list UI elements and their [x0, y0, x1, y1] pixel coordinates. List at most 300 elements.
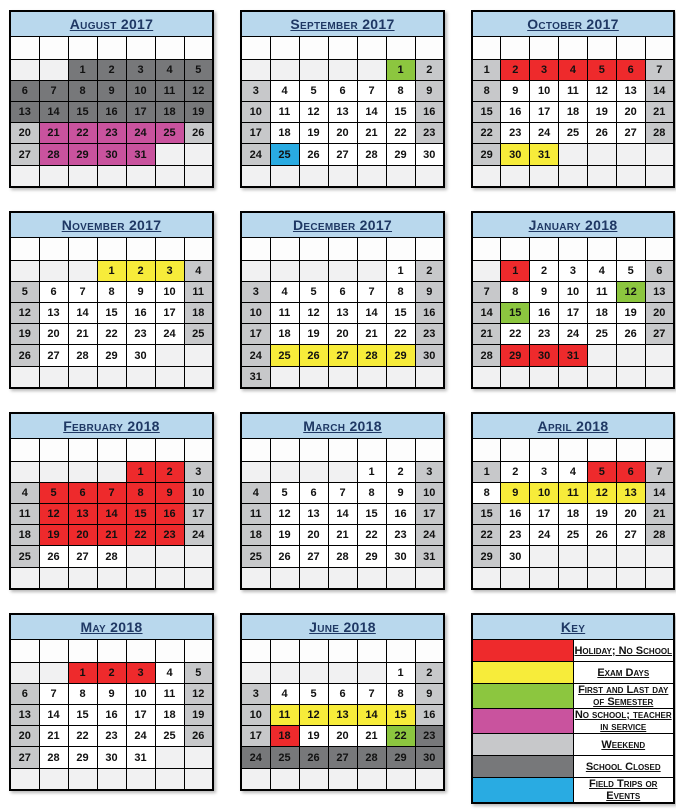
date-cell: 16 — [501, 504, 530, 525]
date-cell: 8 — [97, 281, 126, 302]
date-cell: 9 — [415, 80, 444, 101]
date-cell: 12 — [10, 303, 39, 324]
day-header-cell — [645, 238, 674, 260]
calendar-june-2018 — [240, 613, 445, 791]
calendar-may-2018 — [9, 613, 214, 791]
date-cell: 11 — [270, 705, 299, 726]
empty-cell — [559, 366, 588, 388]
empty-cell — [270, 366, 299, 388]
empty-cell — [184, 366, 213, 388]
day-header-cell — [126, 640, 155, 662]
empty-cell — [328, 366, 357, 388]
date-cell: 20 — [10, 726, 39, 747]
empty-cell — [39, 567, 68, 589]
week-row — [472, 461, 674, 482]
date-cell: 6 — [328, 683, 357, 704]
date-cell: 12 — [587, 482, 616, 503]
date-cell: 23 — [501, 123, 530, 144]
date-cell: 17 — [184, 504, 213, 525]
month-title: December 2017 — [241, 212, 444, 238]
date-cell: 30 — [501, 144, 530, 165]
date-cell: 8 — [472, 80, 501, 101]
date-cell: 12 — [184, 683, 213, 704]
week-row — [10, 683, 213, 704]
empty-cell — [386, 567, 415, 589]
date-cell: 4 — [184, 260, 213, 281]
day-header-cell — [501, 37, 530, 59]
month-title: November 2017 — [10, 212, 213, 238]
date-cell: 27 — [328, 345, 357, 366]
day-header-cell — [616, 37, 645, 59]
empty-cell — [587, 366, 616, 388]
date-cell: 6 — [68, 482, 97, 503]
date-cell: 13 — [328, 303, 357, 324]
date-cell: 1 — [386, 59, 415, 80]
empty-cell — [155, 345, 184, 366]
date-cell: 4 — [270, 683, 299, 704]
date-cell: 9 — [501, 80, 530, 101]
date-cell: 5 — [299, 80, 328, 101]
empty-cell — [10, 260, 39, 281]
date-cell: 23 — [155, 525, 184, 546]
date-cell: 18 — [559, 102, 588, 123]
empty-cell — [357, 366, 386, 388]
day-header-cell — [530, 439, 559, 461]
day-header-cell — [386, 640, 415, 662]
date-cell: 5 — [616, 260, 645, 281]
day-header-cell — [155, 238, 184, 260]
key-label: First and Last day of Semester — [573, 684, 674, 709]
week-row — [241, 59, 444, 80]
date-cell: 7 — [39, 683, 68, 704]
date-cell: 28 — [39, 747, 68, 768]
week-row — [10, 662, 213, 683]
day-header-cell — [241, 238, 270, 260]
week-row — [472, 525, 674, 546]
calendar-january-2018 — [471, 211, 675, 389]
empty-cell — [559, 165, 588, 187]
key-swatch-g — [472, 684, 573, 709]
day-header-cell — [126, 238, 155, 260]
day-header-cell — [241, 37, 270, 59]
date-cell: 21 — [39, 726, 68, 747]
date-cell: 1 — [68, 59, 97, 80]
date-cell: 22 — [472, 123, 501, 144]
date-cell: 13 — [68, 504, 97, 525]
date-cell: 28 — [357, 747, 386, 768]
date-cell: 2 — [126, 260, 155, 281]
date-cell: 20 — [68, 525, 97, 546]
empty-cell — [616, 546, 645, 567]
date-cell: 22 — [357, 525, 386, 546]
day-header-cell — [415, 37, 444, 59]
empty-cell — [126, 768, 155, 790]
week-row — [472, 59, 674, 80]
day-header-cell — [184, 439, 213, 461]
empty-cell — [10, 768, 39, 790]
date-cell: 27 — [39, 345, 68, 366]
week-row — [10, 102, 213, 123]
empty-cell — [155, 747, 184, 768]
empty-cell — [155, 144, 184, 165]
date-cell: 8 — [472, 482, 501, 503]
date-cell: 31 — [126, 747, 155, 768]
month-title: June 2018 — [241, 614, 444, 640]
week-row — [241, 123, 444, 144]
date-cell: 29 — [472, 144, 501, 165]
empty-cell — [645, 165, 674, 187]
week-row — [241, 747, 444, 768]
empty-cell — [386, 768, 415, 790]
calendar-september-2017 — [240, 10, 445, 188]
day-header-cell — [126, 439, 155, 461]
week-row — [241, 726, 444, 747]
date-cell: 28 — [97, 546, 126, 567]
date-cell: 17 — [126, 102, 155, 123]
empty-cell — [155, 567, 184, 589]
month-title: January 2018 — [472, 212, 674, 238]
empty-cell — [10, 165, 39, 187]
date-cell: 5 — [10, 281, 39, 302]
empty-cell — [39, 662, 68, 683]
date-cell: 6 — [616, 461, 645, 482]
empty-cell — [530, 366, 559, 388]
date-cell: 29 — [472, 546, 501, 567]
day-header-cell — [472, 439, 501, 461]
empty-cell — [587, 165, 616, 187]
day-header-cell — [530, 238, 559, 260]
week-row — [472, 260, 674, 281]
date-cell: 24 — [530, 525, 559, 546]
week-row — [10, 504, 213, 525]
date-cell: 18 — [241, 525, 270, 546]
week-row — [472, 324, 674, 345]
key-swatch-f — [472, 778, 573, 804]
day-header-cell — [39, 640, 68, 662]
empty-cell — [299, 768, 328, 790]
empty-cell — [68, 366, 97, 388]
key-title: Key — [472, 614, 674, 640]
date-cell: 26 — [39, 546, 68, 567]
date-cell: 22 — [386, 324, 415, 345]
day-header-row — [241, 640, 444, 662]
week-row — [10, 345, 213, 366]
empty-cell — [386, 165, 415, 187]
date-cell: 21 — [357, 123, 386, 144]
date-cell: 7 — [68, 281, 97, 302]
empty-cell — [559, 144, 588, 165]
empty-cell — [299, 567, 328, 589]
date-cell: 1 — [126, 461, 155, 482]
date-cell: 12 — [587, 80, 616, 101]
key-table — [471, 613, 675, 804]
empty-cell — [68, 260, 97, 281]
empty-cell — [97, 768, 126, 790]
empty-cell — [587, 567, 616, 589]
day-header-cell — [270, 37, 299, 59]
week-row — [10, 726, 213, 747]
day-header-cell — [97, 640, 126, 662]
empty-cell — [415, 567, 444, 589]
date-cell: 3 — [126, 662, 155, 683]
date-cell: 18 — [10, 525, 39, 546]
date-cell: 1 — [386, 662, 415, 683]
empty-cell — [241, 59, 270, 80]
empty-cell — [68, 768, 97, 790]
empty-cell — [328, 567, 357, 589]
date-cell: 9 — [97, 80, 126, 101]
date-cell: 26 — [299, 747, 328, 768]
date-cell: 22 — [126, 525, 155, 546]
day-header-cell — [39, 37, 68, 59]
week-row — [241, 705, 444, 726]
empty-cell — [10, 59, 39, 80]
empty-cell — [616, 144, 645, 165]
date-cell: 5 — [299, 281, 328, 302]
week-row — [10, 705, 213, 726]
week-row — [241, 260, 444, 281]
month-title: September 2017 — [241, 11, 444, 37]
day-header-cell — [10, 640, 39, 662]
date-cell: 1 — [472, 59, 501, 80]
empty-cell — [530, 546, 559, 567]
week-row — [241, 683, 444, 704]
date-cell: 27 — [10, 144, 39, 165]
day-header-cell — [299, 37, 328, 59]
day-header-cell — [155, 439, 184, 461]
date-cell: 9 — [530, 281, 559, 302]
date-cell: 17 — [155, 303, 184, 324]
date-cell: 13 — [328, 102, 357, 123]
date-cell: 3 — [530, 461, 559, 482]
week-row — [10, 80, 213, 101]
date-cell: 7 — [472, 281, 501, 302]
empty-cell — [328, 461, 357, 482]
date-cell: 1 — [386, 260, 415, 281]
date-cell: 12 — [39, 504, 68, 525]
date-cell: 28 — [68, 345, 97, 366]
week-row — [10, 324, 213, 345]
date-cell: 25 — [155, 726, 184, 747]
week-row — [10, 482, 213, 503]
empty-cell — [68, 567, 97, 589]
week-row — [10, 461, 213, 482]
date-cell: 31 — [559, 345, 588, 366]
date-cell: 20 — [39, 324, 68, 345]
date-cell: 23 — [97, 726, 126, 747]
empty-cell — [270, 662, 299, 683]
date-cell: 26 — [10, 345, 39, 366]
day-header-cell — [530, 37, 559, 59]
date-cell: 19 — [299, 726, 328, 747]
date-cell: 23 — [415, 123, 444, 144]
date-cell: 17 — [241, 123, 270, 144]
day-header-row — [241, 238, 444, 260]
week-row — [472, 144, 674, 165]
empty-cell — [299, 59, 328, 80]
date-cell: 15 — [386, 705, 415, 726]
date-cell: 14 — [39, 705, 68, 726]
date-cell: 10 — [241, 303, 270, 324]
date-cell: 12 — [616, 281, 645, 302]
week-row — [10, 59, 213, 80]
empty-cell — [126, 546, 155, 567]
empty-cell — [270, 260, 299, 281]
date-cell: 22 — [68, 123, 97, 144]
empty-cell — [645, 345, 674, 366]
date-cell: 15 — [357, 504, 386, 525]
date-cell: 10 — [126, 683, 155, 704]
date-cell: 12 — [299, 303, 328, 324]
date-cell: 28 — [645, 525, 674, 546]
date-cell: 24 — [241, 144, 270, 165]
key-swatch-h — [472, 640, 573, 662]
week-row — [241, 768, 444, 790]
date-cell: 22 — [472, 525, 501, 546]
date-cell: 20 — [328, 123, 357, 144]
date-cell: 3 — [559, 260, 588, 281]
date-cell: 13 — [616, 482, 645, 503]
date-cell: 29 — [357, 546, 386, 567]
empty-cell — [386, 366, 415, 388]
day-header-cell — [415, 238, 444, 260]
day-header-cell — [645, 439, 674, 461]
date-cell: 21 — [328, 525, 357, 546]
empty-cell — [501, 567, 530, 589]
date-cell: 21 — [39, 123, 68, 144]
day-header-cell — [559, 37, 588, 59]
date-cell: 14 — [328, 504, 357, 525]
date-cell: 1 — [68, 662, 97, 683]
day-header-cell — [184, 640, 213, 662]
date-cell: 17 — [559, 303, 588, 324]
date-cell: 24 — [241, 345, 270, 366]
date-cell: 25 — [10, 546, 39, 567]
date-cell: 30 — [415, 144, 444, 165]
date-cell: 15 — [472, 504, 501, 525]
date-cell: 10 — [155, 281, 184, 302]
day-header-cell — [415, 640, 444, 662]
date-cell: 24 — [241, 747, 270, 768]
empty-cell — [39, 366, 68, 388]
empty-cell — [530, 567, 559, 589]
date-cell: 6 — [645, 260, 674, 281]
date-cell: 14 — [645, 80, 674, 101]
empty-cell — [645, 546, 674, 567]
key-row — [472, 756, 674, 778]
calendar-november-2017 — [9, 211, 214, 389]
day-header-cell — [299, 439, 328, 461]
week-row — [10, 366, 213, 388]
date-cell: 24 — [126, 726, 155, 747]
week-row — [472, 546, 674, 567]
week-row — [10, 546, 213, 567]
date-cell: 8 — [68, 683, 97, 704]
empty-cell — [357, 662, 386, 683]
empty-cell — [155, 165, 184, 187]
key-label: Holiday; No School — [573, 640, 674, 662]
empty-cell — [645, 144, 674, 165]
date-cell: 15 — [501, 303, 530, 324]
day-header-cell — [241, 439, 270, 461]
date-cell: 16 — [97, 102, 126, 123]
empty-cell — [270, 165, 299, 187]
day-header-cell — [39, 439, 68, 461]
date-cell: 25 — [155, 123, 184, 144]
empty-cell — [328, 165, 357, 187]
date-cell: 31 — [415, 546, 444, 567]
date-cell: 27 — [299, 546, 328, 567]
empty-cell — [270, 768, 299, 790]
day-header-cell — [472, 238, 501, 260]
month-title: May 2018 — [10, 614, 213, 640]
date-cell: 21 — [357, 324, 386, 345]
date-cell: 14 — [97, 504, 126, 525]
day-header-cell — [328, 439, 357, 461]
day-header-cell — [68, 37, 97, 59]
date-cell: 9 — [415, 683, 444, 704]
key-label: Weekend — [573, 734, 674, 756]
empty-cell — [415, 165, 444, 187]
empty-cell — [472, 567, 501, 589]
date-cell: 25 — [184, 324, 213, 345]
date-cell: 26 — [270, 546, 299, 567]
day-header-cell — [501, 238, 530, 260]
date-cell: 15 — [126, 504, 155, 525]
date-cell: 21 — [472, 324, 501, 345]
date-cell: 3 — [241, 80, 270, 101]
day-header-cell — [68, 238, 97, 260]
date-cell: 28 — [328, 546, 357, 567]
date-cell: 2 — [415, 260, 444, 281]
date-cell: 4 — [270, 80, 299, 101]
empty-cell — [472, 366, 501, 388]
week-row — [472, 123, 674, 144]
date-cell: 9 — [155, 482, 184, 503]
date-cell: 18 — [155, 705, 184, 726]
date-cell: 19 — [587, 102, 616, 123]
empty-cell — [328, 59, 357, 80]
date-cell: 17 — [530, 504, 559, 525]
date-cell: 29 — [386, 144, 415, 165]
date-cell: 14 — [357, 102, 386, 123]
day-header-cell — [472, 37, 501, 59]
date-cell: 13 — [299, 504, 328, 525]
date-cell: 13 — [10, 705, 39, 726]
date-cell: 31 — [241, 366, 270, 388]
date-cell: 10 — [415, 482, 444, 503]
date-cell: 23 — [501, 525, 530, 546]
empty-cell — [39, 461, 68, 482]
date-cell: 18 — [587, 303, 616, 324]
date-cell: 8 — [501, 281, 530, 302]
day-header-cell — [386, 238, 415, 260]
week-row — [472, 482, 674, 503]
empty-cell — [645, 366, 674, 388]
date-cell: 15 — [472, 102, 501, 123]
date-cell: 6 — [10, 683, 39, 704]
date-cell: 25 — [270, 747, 299, 768]
empty-cell — [241, 662, 270, 683]
empty-cell — [184, 546, 213, 567]
empty-cell — [270, 461, 299, 482]
day-header-cell — [68, 439, 97, 461]
empty-cell — [241, 768, 270, 790]
day-header-row — [241, 37, 444, 59]
empty-cell — [184, 768, 213, 790]
date-cell: 21 — [97, 525, 126, 546]
date-cell: 26 — [184, 726, 213, 747]
